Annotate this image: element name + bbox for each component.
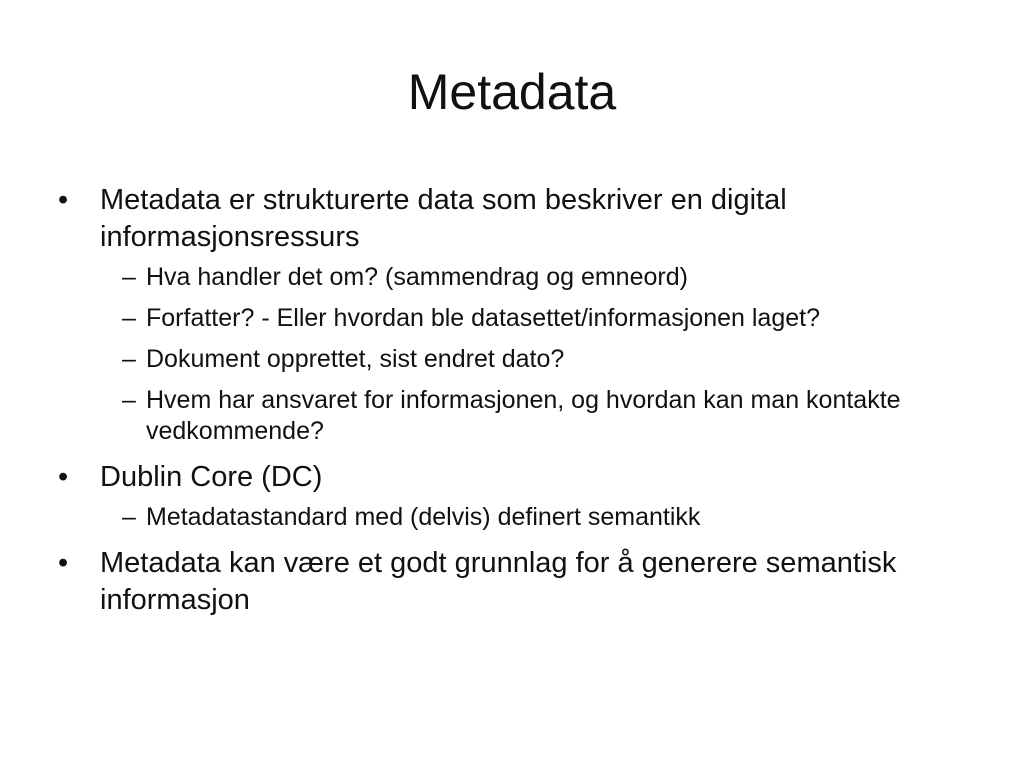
sub-item-text: Hvem har ansvaret for informasjonen, og hvordan kan man kontakte vedkommende? <box>146 386 901 445</box>
bullet-text: Metadata er strukturerte data som beskriver en digital informasjonsressurs <box>100 184 787 253</box>
dash-icon: – <box>122 386 136 414</box>
dash-icon: – <box>122 304 136 332</box>
sub-list <box>58 502 973 533</box>
sub-item <box>100 385 973 447</box>
bullet-icon: • <box>58 461 69 493</box>
sub-item <box>100 502 973 533</box>
sub-item <box>100 262 973 293</box>
dash-icon: – <box>122 345 136 373</box>
sub-item-text: Forfatter? - Eller hvordan ble datasettet/informasjonen laget? <box>146 304 820 332</box>
bullet-text: Metadata kan være et godt grunnlag for å generere semantisk informasjon <box>100 547 897 616</box>
bullet-item <box>58 182 973 447</box>
bullet-item <box>58 459 973 533</box>
dash-icon: – <box>122 503 136 531</box>
bullet-icon: • <box>58 184 69 216</box>
sub-item <box>100 344 973 375</box>
slide-content <box>58 182 973 631</box>
sub-list <box>58 262 973 447</box>
sub-item-text: Hva handler det om? (sammendrag og emneord) <box>146 263 688 291</box>
bullet-icon: • <box>58 547 69 579</box>
sub-item <box>100 303 973 334</box>
sub-item-text: Metadatastandard med (delvis) definert semantikk <box>146 503 701 531</box>
dash-icon: – <box>122 263 136 291</box>
bullet-item <box>58 545 973 619</box>
slide-title: Metadata <box>407 64 617 120</box>
sub-item-text: Dokument opprettet, sist endret dato? <box>146 345 565 373</box>
bullet-text: Dublin Core (DC) <box>100 461 323 493</box>
